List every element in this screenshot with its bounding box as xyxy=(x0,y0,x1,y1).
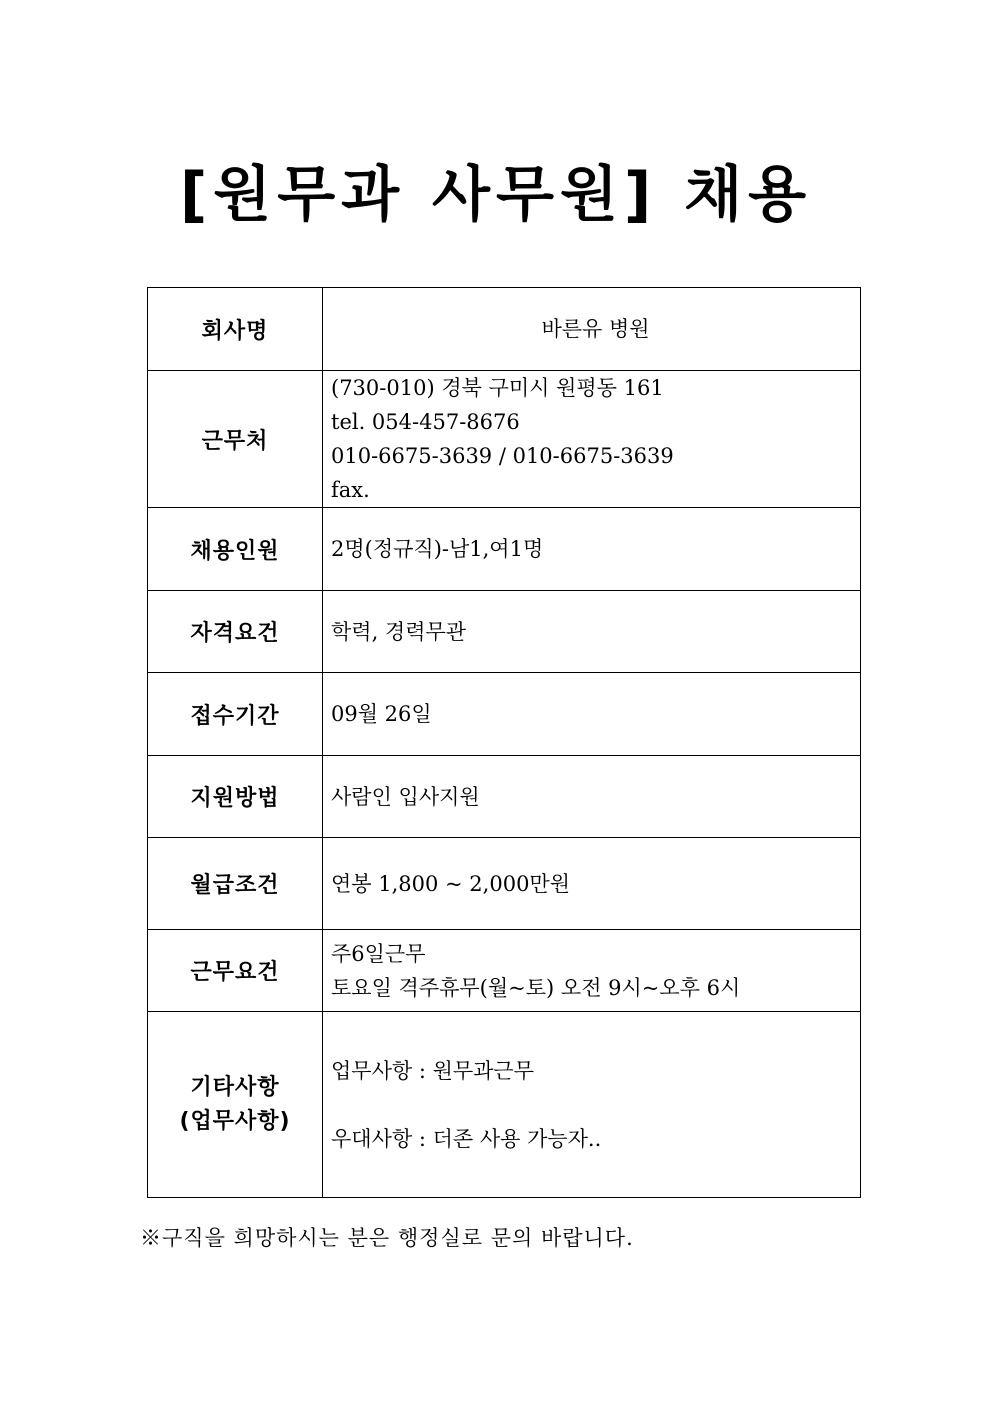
page-title: [원무과 사무원] 채용 xyxy=(179,160,813,230)
table-row xyxy=(148,288,861,371)
preference-text: 우대사항 : 더존 사용 가능자.. xyxy=(331,1126,602,1151)
qualification-text: 학력, 경력무관 xyxy=(331,619,467,644)
table-row xyxy=(148,591,861,673)
job-posting-table xyxy=(147,287,861,1198)
workplace-tel: tel. 054-457-8676 xyxy=(331,410,520,434)
duty-text: 업무사항 : 원무과근무 xyxy=(331,1058,534,1083)
company-name: 바른유 병원 xyxy=(541,317,650,341)
apply-method-text: 사람인 입사지원 xyxy=(331,784,480,809)
row-label-period: 접수기간 xyxy=(148,673,323,756)
row-value-qualification xyxy=(323,591,861,673)
salary-text: 연봉 1,800 ~ 2,000만원 xyxy=(331,871,571,896)
row-value-other xyxy=(323,1012,861,1198)
row-value-conditions xyxy=(323,930,861,1012)
row-label-workplace: 근무처 xyxy=(148,371,323,508)
row-value-salary xyxy=(323,838,861,930)
other-label-sub: (업무사항) xyxy=(179,1108,291,1134)
row-label-other xyxy=(148,1012,323,1198)
row-value-period xyxy=(323,673,861,756)
row-label-apply-method: 지원방법 xyxy=(148,756,323,838)
row-label-company: 회사명 xyxy=(148,288,323,371)
workplace-address: (730-010) 경북 구미시 원평동 161 xyxy=(331,376,664,400)
row-label-salary: 월급조건 xyxy=(148,838,323,930)
table-row xyxy=(148,1012,861,1198)
workplace-fax: fax. xyxy=(331,478,370,502)
conditions-hours: 토요일 격주휴무(월~토) 오전 9시~오후 6시 xyxy=(331,975,741,1000)
row-value-workplace xyxy=(323,371,861,508)
table-row xyxy=(148,371,861,508)
period-text: 09월 26일 xyxy=(331,702,432,726)
row-label-conditions: 근무요건 xyxy=(148,930,323,1012)
row-label-qualification: 자격요건 xyxy=(148,591,323,673)
other-label: 기타사항 xyxy=(190,1074,280,1100)
headcount-text: 2명(정규직)-남1,여1명 xyxy=(331,537,544,561)
spacer xyxy=(331,1088,860,1122)
row-value-apply-method xyxy=(323,756,861,838)
table-row xyxy=(148,508,861,591)
table-row xyxy=(148,756,861,838)
workplace-mobile: 010-6675-3639 / 010-6675-3639 xyxy=(331,444,674,468)
conditions-days: 주6일근무 xyxy=(331,941,426,966)
row-value-company xyxy=(323,288,861,371)
footer-note: ※구직을 희망하시는 분은 행정실로 문의 바랍니다. xyxy=(140,1226,634,1250)
row-label-headcount: 채용인원 xyxy=(148,508,323,591)
row-value-headcount xyxy=(323,508,861,591)
table-row xyxy=(148,673,861,756)
table-row xyxy=(148,930,861,1012)
table-row xyxy=(148,838,861,930)
